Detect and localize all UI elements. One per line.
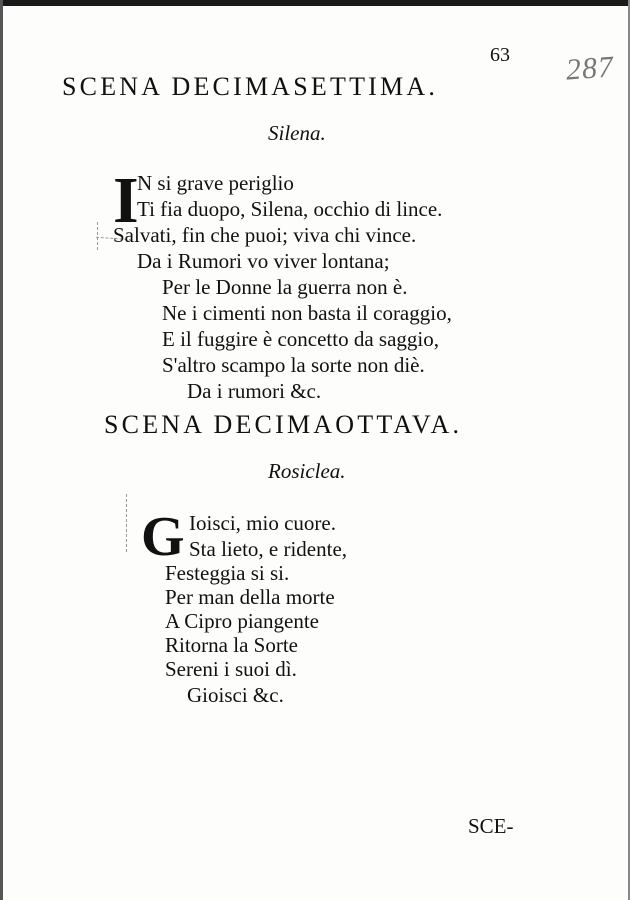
drop-cap: I — [113, 164, 139, 237]
verse-line: Da i rumori &c. — [187, 379, 322, 403]
catchword: SCE- — [468, 814, 514, 838]
verse-line: Ioisci, mio cuore. — [189, 511, 336, 535]
speaker-name: Silena. — [268, 121, 326, 145]
page-top-edge — [0, 0, 630, 6]
verse-line: Salvati, fin che puoi; viva chi vince. — [113, 223, 417, 247]
verse-line: Ti fia duopo, Silena, occhio di lince. — [137, 197, 443, 221]
verse-line: A Cipro piangente — [165, 609, 319, 633]
verse-line: Ne i cimenti non basta il coraggio, — [162, 301, 452, 325]
speaker-name: Rosiclea. — [268, 459, 346, 483]
verse-line: Sta lieto, e ridente, — [189, 537, 348, 561]
manuscript-number: 287 — [564, 50, 616, 87]
verse-line: Per man della morte — [165, 585, 335, 609]
verse-line: Per le Donne la guerra non è. — [162, 275, 408, 299]
verse-line: S'altro scampo la sorte non diè. — [162, 353, 425, 377]
drop-cap: G — [141, 506, 185, 568]
page-number: 63 — [490, 44, 510, 66]
verse-line: Da i Rumori vo viver lontana; — [137, 249, 390, 273]
page-left-edge — [0, 0, 3, 900]
verse-line: Gioisci &c. — [187, 683, 284, 707]
verse-line: Sereni i suoi dì. — [165, 657, 297, 681]
pencil-mark — [126, 494, 127, 552]
verse-line: E il fuggire è concetto da saggio, — [162, 327, 439, 351]
scene-heading: SCENA DECIMASETTIMA. — [62, 72, 439, 101]
scene-heading: SCENA DECIMAOTTAVA. — [104, 410, 463, 439]
verse-line: Festeggia si si. — [165, 561, 290, 585]
verse-line: Ritorna la Sorte — [165, 633, 298, 657]
verse-line: N si grave periglio — [137, 171, 294, 195]
